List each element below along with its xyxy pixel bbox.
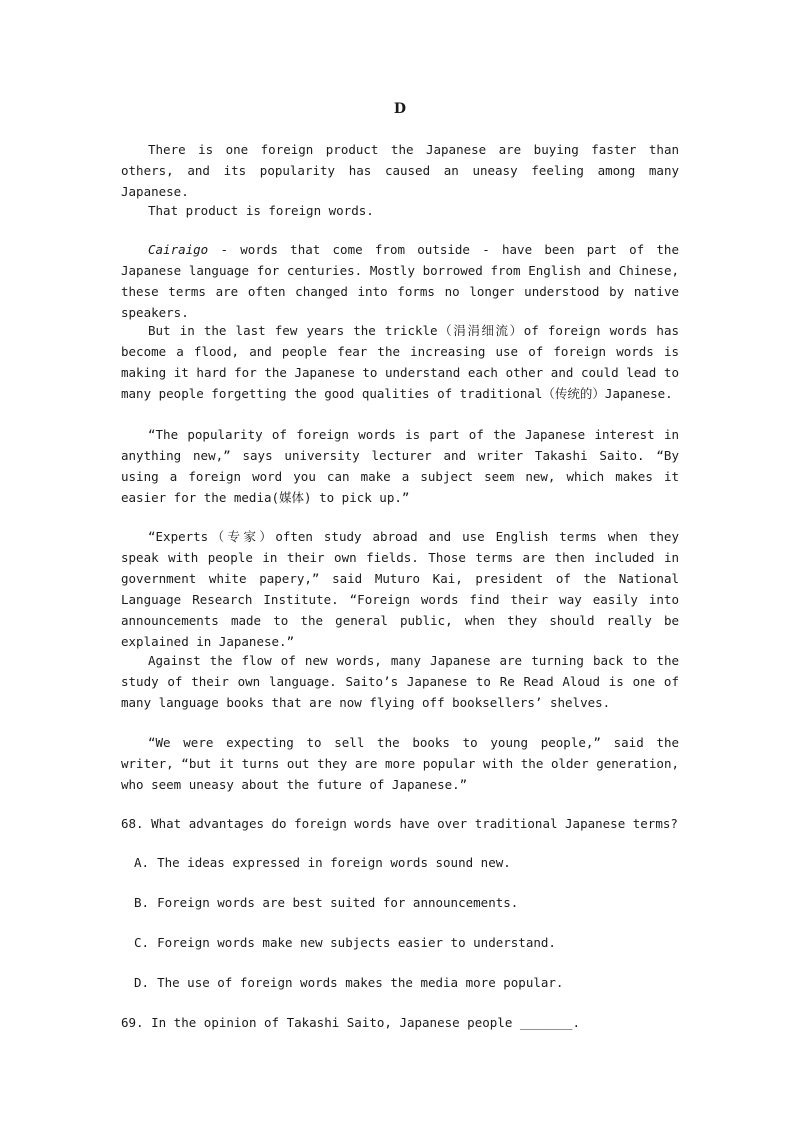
- option-d: [134, 973, 694, 993]
- passage-paragraph-7: Against the flow of new words, many Japanese are turning back to the study of their own language. Saito’s Japanese to Re Read Aloud is one of many language books that are now flying off booksellers’ shelves.: [121, 653, 679, 710]
- option-text: The ideas expressed in foreign words sound new.: [157, 855, 511, 870]
- question-number: 68.: [121, 816, 144, 831]
- passage-paragraph-2: That product is foreign words.: [148, 203, 374, 218]
- passage-paragraph-8: “We were expecting to sell the books to young people,” said the writer, “but it turns out they are more popular with the older generation, who seem uneasy about the future of Japanese.”: [121, 735, 679, 792]
- option-letter: A.: [134, 855, 150, 870]
- option-letter: B.: [134, 895, 150, 910]
- cairaigo-term: Cairaigo: [148, 242, 209, 257]
- question-text: In the opinion of Takashi Saito, Japanese people _______.: [151, 1015, 581, 1030]
- option-b: [134, 893, 694, 913]
- option-text: Foreign words are best suited for announcements.: [157, 895, 519, 910]
- option-c: [134, 933, 694, 953]
- option-text: Foreign words make new subjects easier to understand.: [157, 935, 556, 950]
- paragraph-3-body: - words that come from outside - have been part of the Japanese language for centuries. Mostly borrowed from English and Chinese, these terms are often changed into forms no longer understood by native speakers.: [121, 242, 679, 320]
- question-number: 69.: [121, 1015, 144, 1030]
- question-text: What advantages do foreign words have over traditional Japanese terms?: [151, 816, 678, 831]
- question-69: [121, 1013, 691, 1033]
- passage-paragraph-4: But in the last few years the trickle（涓涓细流）of foreign words has become a flood, and people fear the increasing use of foreign words is making it hard for the Japanese to understand each other and could lead to many people forgetting the good qualities of traditional（传统的）Japanese.: [121, 323, 679, 401]
- option-letter: D.: [134, 975, 150, 990]
- passage-paragraph-5: “The popularity of foreign words is part of the Japanese interest in anything new,” says university lecturer and writer Takashi Saito. “By using a foreign word you can make a subject seem new, which makes it easier for the media(媒体) to pick up.”: [121, 427, 679, 505]
- question-68: [121, 814, 691, 834]
- option-a: [134, 853, 694, 873]
- passage-paragraph-1: There is one foreign product the Japanese are buying faster than others, and its popularity has caused an uneasy feeling among many Japanese.: [121, 142, 679, 199]
- passage-paragraph-6: “Experts（专家）often study abroad and use English terms when they speak with people in their own fields. Those terms are then included in government white papery,” said Muturo Kai, president of the National Language Research Institute. “Foreign words find their way easily into announcements made to the general public, when they should really be explained in Japanese.”: [121, 529, 679, 649]
- option-text: The use of foreign words makes the media more popular.: [157, 975, 564, 990]
- option-letter: C.: [134, 935, 150, 950]
- section-title: D: [393, 101, 407, 117]
- passage-paragraph-3: [121, 239, 679, 323]
